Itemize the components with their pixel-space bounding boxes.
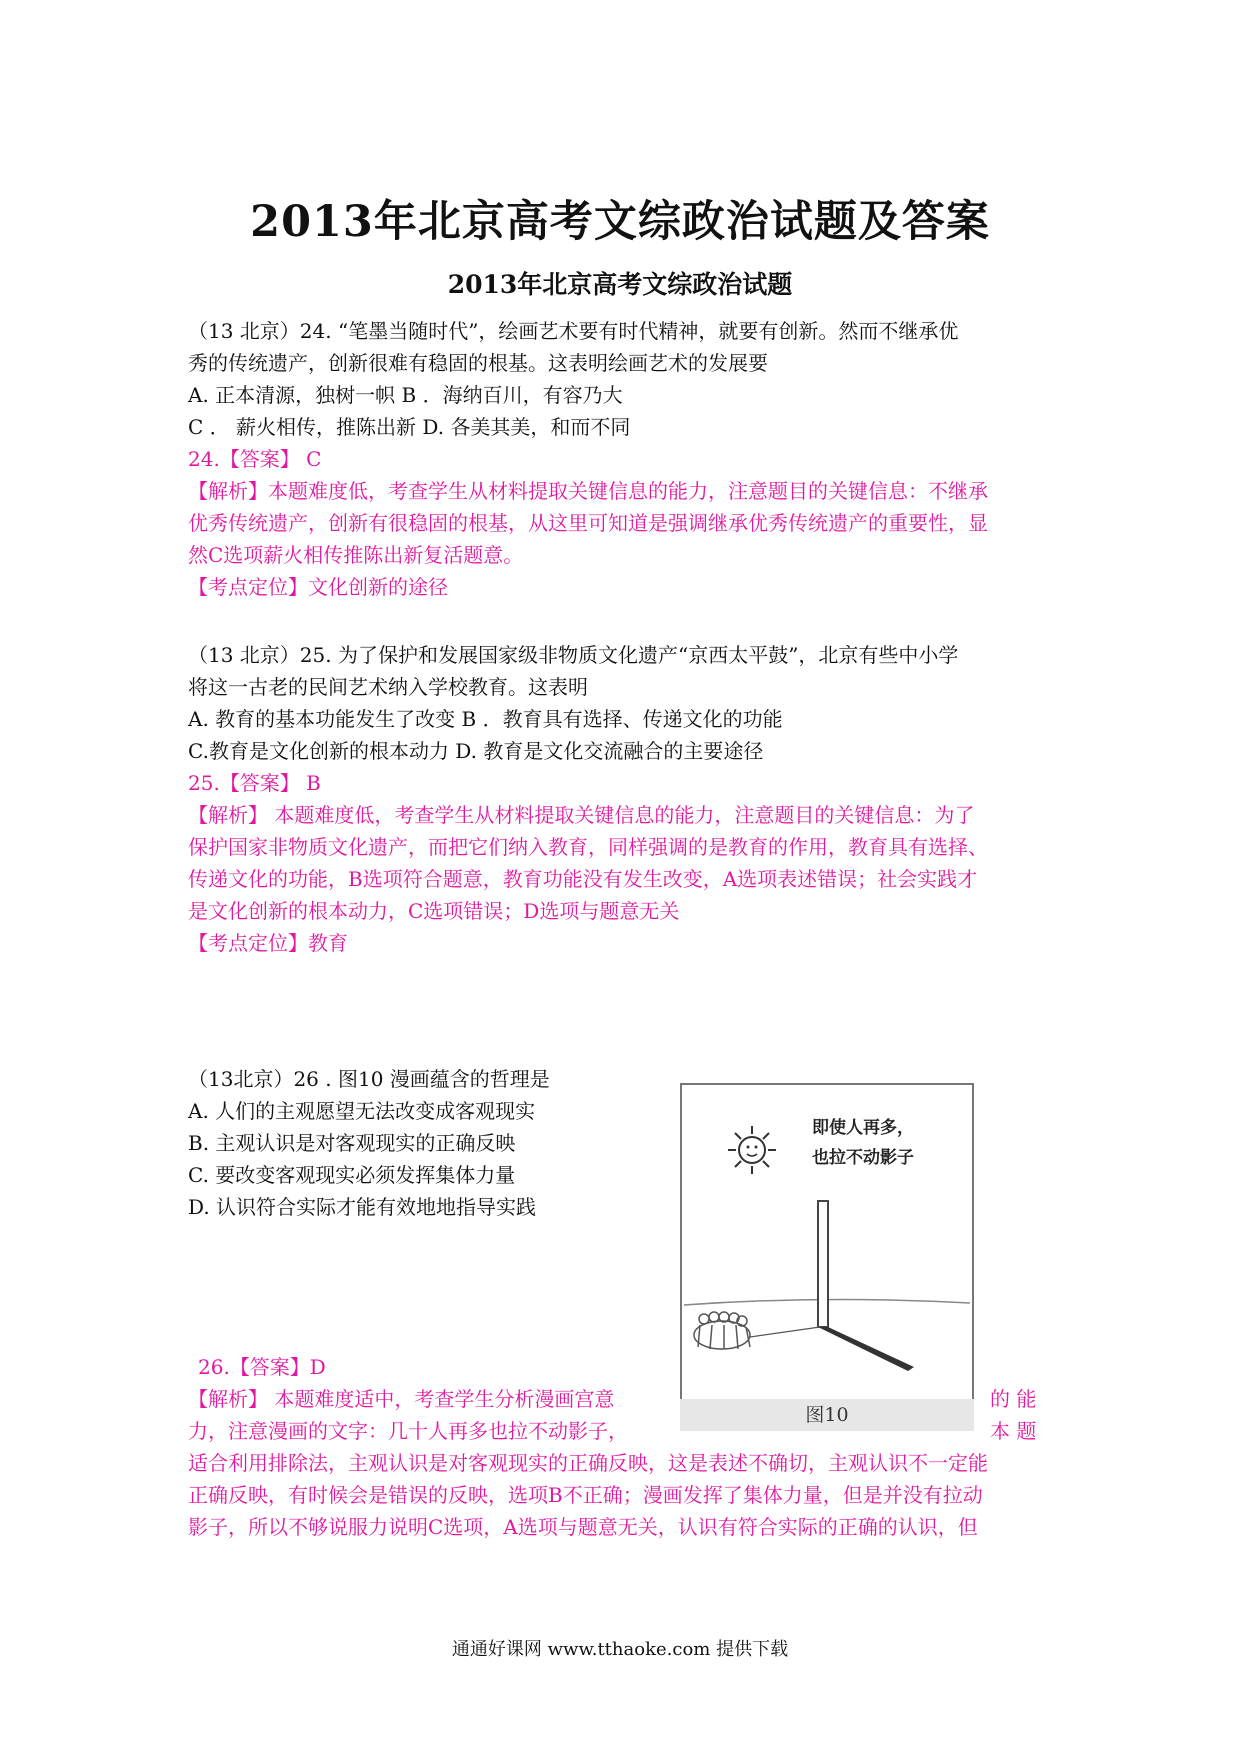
q25-point: 【考点定位】教育 [188,931,348,955]
q25-analysis-4: 是文化创新的根本动力，C选项错误；D选项与题意无关 [188,899,680,923]
sun-icon [728,1126,776,1174]
q26-analysis-2: 正确反映，有时候会是错误的反映，选项B不正确；漫画发挥了集体力量，但是并没有拉动 [188,1483,983,1507]
q26-option-a: A. 人们的主观愿望无法改变成客观现实 [188,1099,536,1123]
q26-analysis-3: 影子，所以不够说服力说明C选项，A选项与题意无关，认识有符合实际的正确的认识，但 [188,1515,978,1539]
pole [818,1201,828,1327]
q25-option-cd: C.教育是文化创新的根本动力 D. 教育是文化交流融合的主要途径 [188,739,764,763]
q24-analysis-2: 优秀传统遗产，创新有很稳固的根基，从这里可知道是强调继承优秀传统遗产的重要性，显 [188,511,988,535]
document-title: 2013年北京高考文综政治试题及答案 [250,197,990,247]
q26-analysis-left-2: 力，注意漫画的文字：几十人再多也拉不动影子， [188,1419,628,1443]
q25-analysis-1: 【解析】 本题难度低，考查学生从材料提取关键信息的能力，注意题目的关键信息：为了 [188,803,975,827]
q25-analysis-2: 保护国家非物质文化遗产，而把它们纳入教育，同样强调的是教育的作用，教育具有选择、 [188,835,988,859]
q26-option-d: D. 认识符合实际才能有效地地指导实践 [188,1195,537,1219]
q24-analysis-1: 【解析】本题难度低，考查学生从材料提取关键信息的能力，注意题目的关键信息：不继承 [188,479,988,503]
q26-option-b: B. 主观认识是对客观现实的正确反映 [188,1131,516,1155]
q26-analysis-1: 适合利用排除法，主观认识是对客观现实的正确反映，这是表述不确切，主观认识不一定能 [188,1451,988,1475]
q26-analysis-left-1: 【解析】 本题难度适中，考查学生分析漫画宫意 [188,1387,615,1411]
q25-line-2: 将这一古老的民间艺术纳入学校教育。这表明 [188,675,588,699]
q26-analysis-right-1: 的 能 [990,1387,1037,1411]
q24-option-ab: A. 正本清源，独树一帜 B ．海纳百川，有容乃大 [188,383,623,407]
q24-option-cd: C ． 薪火相传，推陈出新 D. 各美其美，和而不同 [188,415,631,439]
people-group [694,1312,750,1349]
q26-analysis-right-2: 本 题 [990,1419,1037,1443]
document-subtitle: 2013年北京高考文综政治试题 [447,270,793,299]
q26-option-c: C. 要改变客观现实必须发挥集体力量 [188,1163,516,1187]
cartoon-figure [680,1083,974,1401]
q24-point: 【考点定位】文化创新的途径 [188,575,448,599]
shadow [818,1327,914,1371]
q25-analysis-3: 传递文化的功能，B选项符合题意，教育功能没有发生改变，A选项表述错误；社会实践才 [188,867,978,891]
q24-line-1: （13 北京）24. “笔墨当随时代”，绘画艺术要有时代精神，就要有创新。然而不继承优 [188,319,959,343]
q25-option-ab: A. 教育的基本功能发生了改变 B ．教育具有选择、传递文化的功能 [188,707,783,731]
q24-analysis-3: 然C选项薪火相传推陈出新复活题意。 [188,543,524,567]
q25-line-1: （13 北京）25. 为了保护和发展国家级非物质文化遗产“京西太平鼓”，北京有些中小学 [188,643,959,667]
q24-answer: 24.【答案】 C [188,447,322,471]
q24-line-2: 秀的传统遗产，创新很难有稳固的根基。这表明绘画艺术的发展要 [188,351,768,375]
q26-answer: 26.【答案】D [198,1355,326,1379]
cartoon-text-line-2: 也拉不动影子 [812,1148,914,1168]
page-footer: 通通好课网 www.tthaoke.com 提供下载 [451,1639,789,1660]
figure-caption: 图10 [680,1399,974,1431]
rope [750,1327,820,1337]
q25-answer: 25.【答案】 B [188,771,321,795]
q26-line-1: （13北京）26 . 图10 漫画蕴含的哲理是 [188,1067,550,1091]
cartoon-text-line-1: 即使人再多， [812,1118,914,1138]
